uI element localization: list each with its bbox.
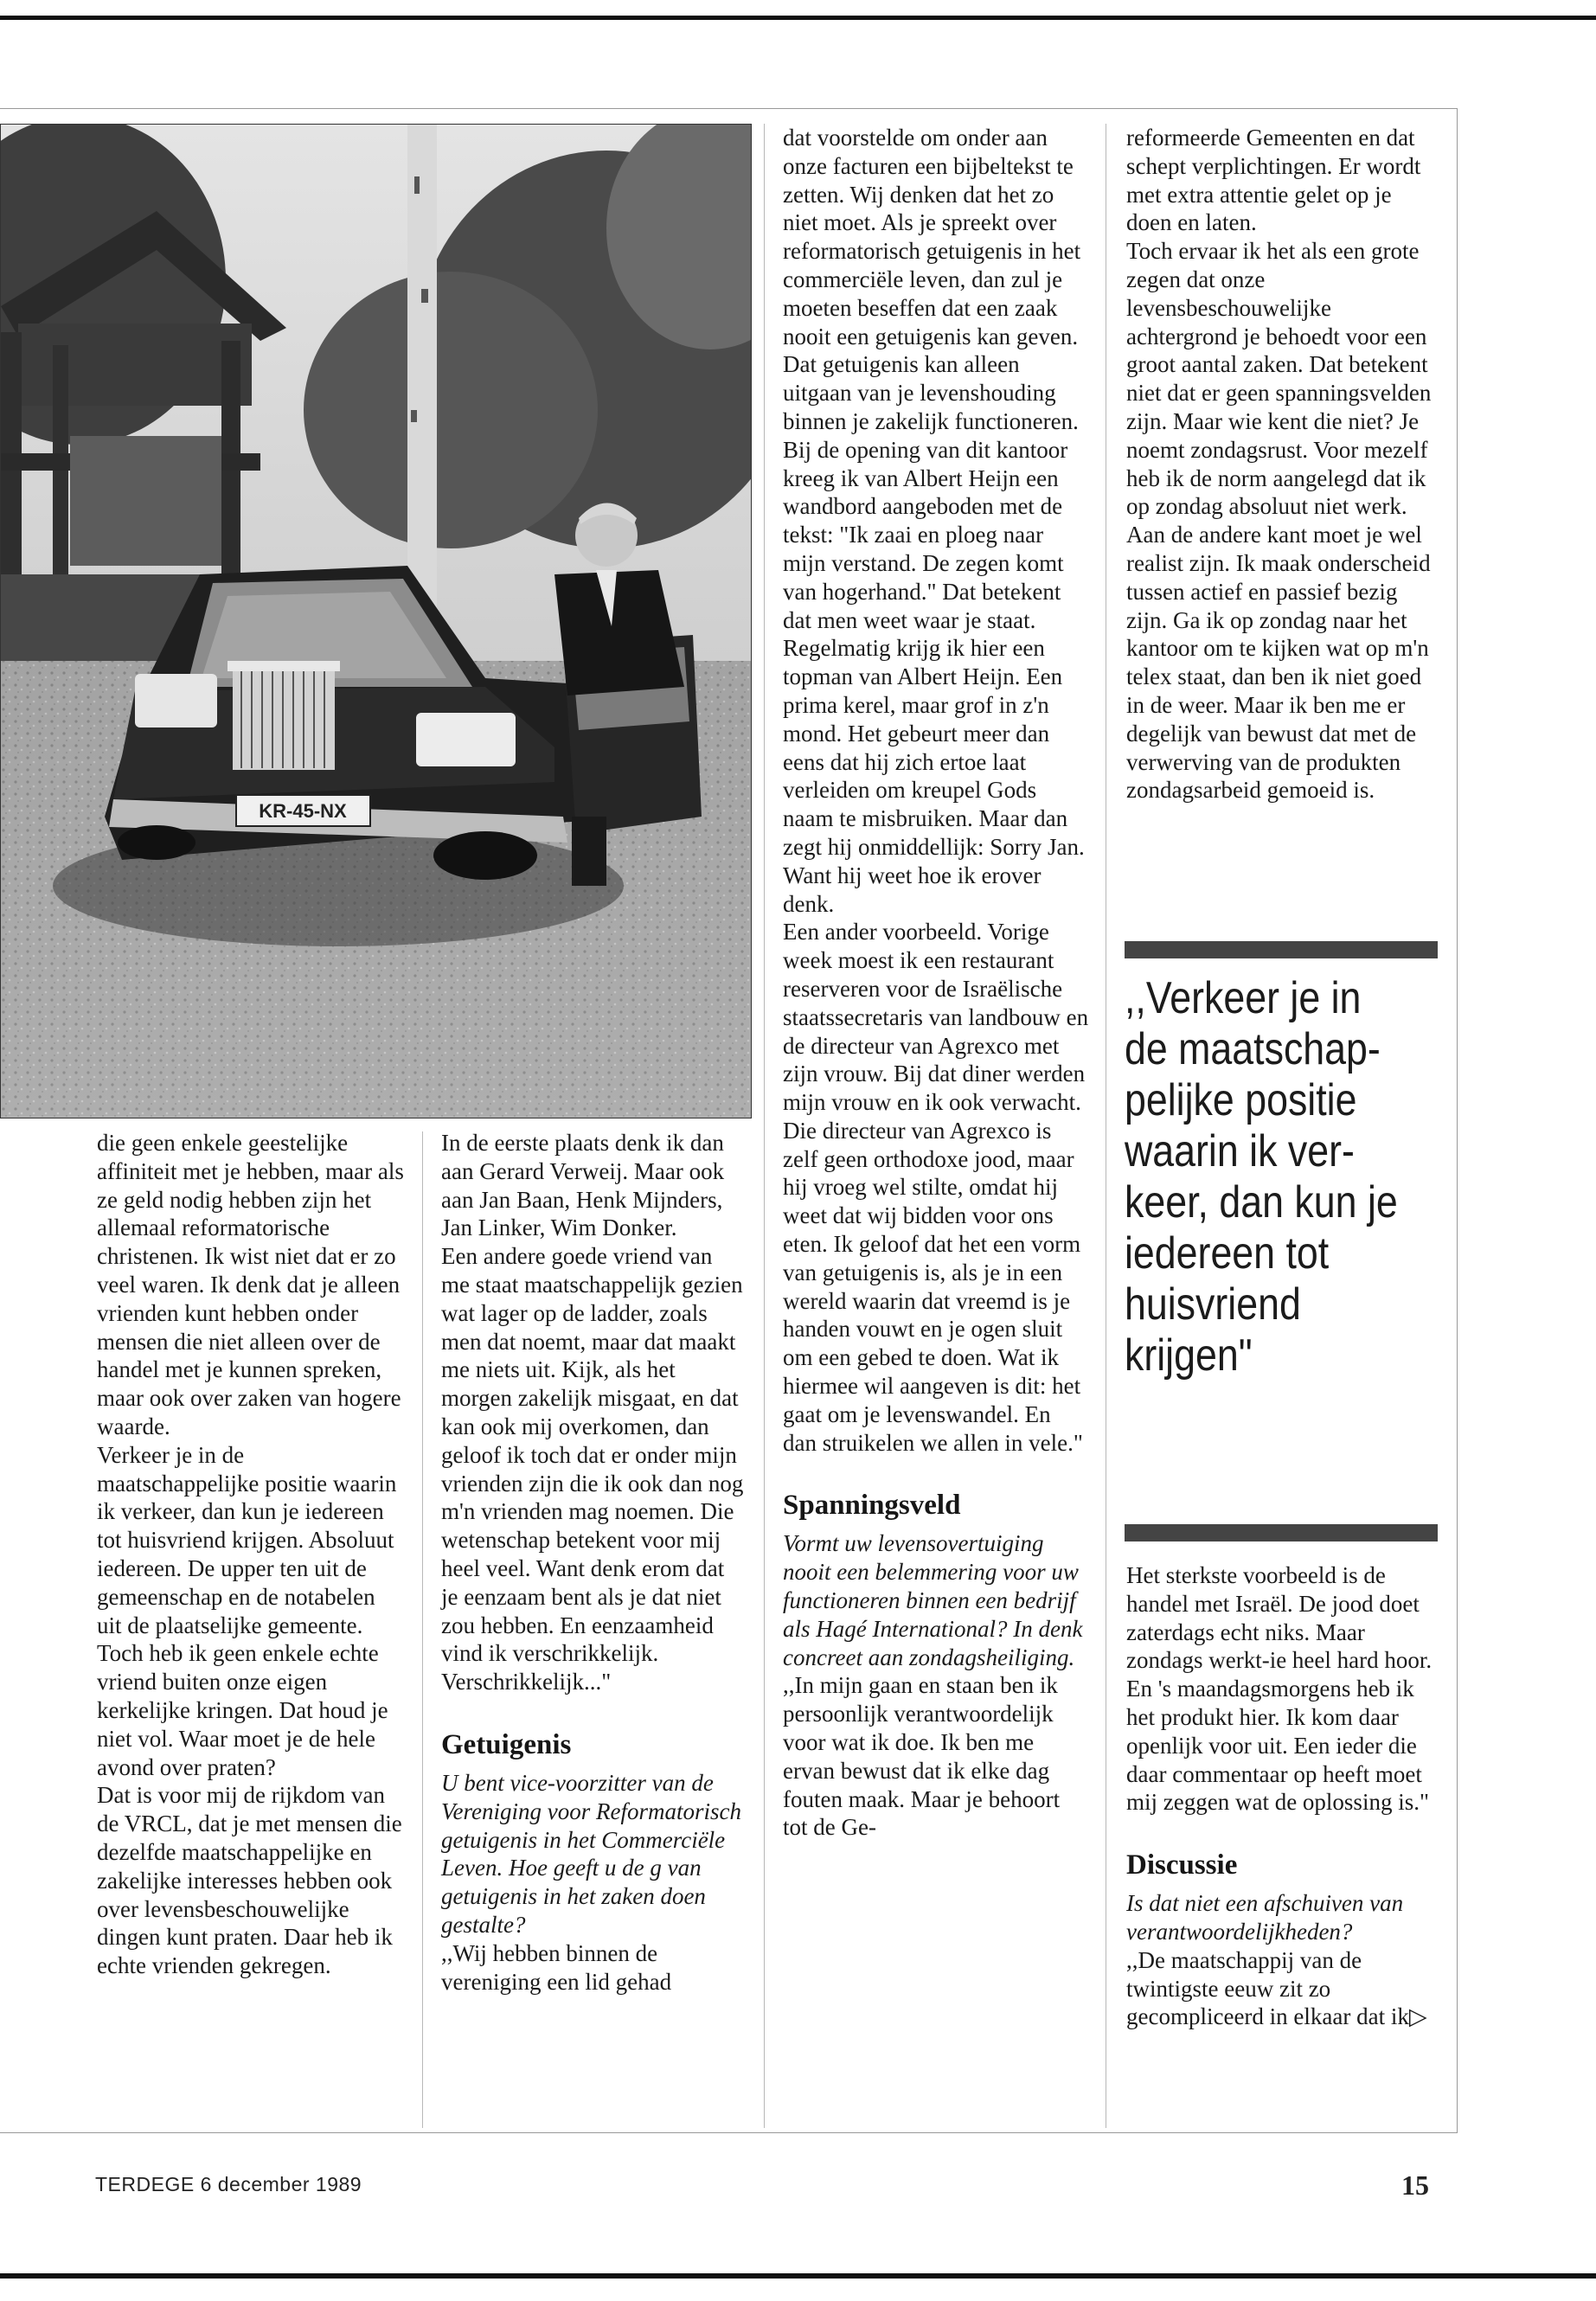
license-plate-text: KR-45-NX xyxy=(259,800,347,822)
pullquote-line: huisvriend xyxy=(1125,1279,1301,1330)
interview-question: Is dat niet een afschuiven van verantwoordelijkheden? xyxy=(1126,1890,1404,1945)
paragraph: Een ander voorbeeld. Vorige week moest ik een restaurant reserveren voor de Israëlische staatssecretaris van landbouw en de directeur van Agrexco met zijn vrouw. Bij dat diner werden mijn vrouw en ik ook verwacht. Die directeur van Agrexco is zelf geen orthodoxe jood, maar hij vroeg wel stilte, omdat hij weet dat wij bidden voor ons eten. Ik geloof dat het een vorm van getuigenis is, als je in een wereld waarin dat vreemd is je handen vouwt en je ogen sluit om een gebed te doen. Wat ik hiermee wil aangeven is dit: het gaat om je levenswandel. En dan struikelen we allen in vele." xyxy=(783,919,1089,1456)
paragraph: Dat is voor mij de rijkdom van de VRCL, dat je met mensen die dezelfde maatschappelijke en zakelijke interesses hebben ook over levensbeschouwelijke dingen kunt praten. Daar heb ik echte vrienden gekregen. xyxy=(97,1782,402,1979)
pullquote-line: iedereen tot xyxy=(1125,1228,1330,1279)
paragraph xyxy=(1126,1946,1438,2031)
paragraph: Toch ervaar ik het als een grote zegen dat onze levensbeschouwelijke achtergrond je behoedt voor een groot aantal zaken. Dat betekent niet dat er geen spanningsvelden zijn. Maar wie kent die niet? Je noemt zondagsrust. Voor mezelf heb ik de norm aangelegd dat ik op zondag absoluut niet werk. Aan de andere kant moet je wel realist zijn. Ik maak onderscheid tussen actief en passief bezig zijn. Ga ik op zondag naar het kantoor om te kijken wat op m'n telex staat, dan ben ik niet goed in de weer. Maar ik ben me er degelijk van bewust dat met de verwerving van de produkten zondagsarbeid gemoeid is. xyxy=(1126,238,1432,804)
pullquote-bottom-bar xyxy=(1125,1524,1438,1541)
top-rule xyxy=(0,108,1458,109)
column-3 xyxy=(783,124,1090,1842)
paragraph: In de eerste plaats denk ik dan aan Gerard Verweij. Maar ook aan Jan Baan, Henk Mijnders, Jan Linker, Wim Donker. xyxy=(441,1130,725,1241)
magazine-issue: TERDEGE 6 december 1989 xyxy=(95,2173,362,2195)
column-1 xyxy=(97,1129,404,1980)
paragraph: ,,Wij hebben binnen de vereniging een lid gehad xyxy=(441,1939,672,1995)
car-photo-illustration xyxy=(1,125,752,1118)
pullquote-line: keer, dan kun je xyxy=(1125,1177,1398,1227)
paragraph: die geen enkele geestelijke affiniteit met je hebben, maar als ze geld nodig hebben zijn het allemaal reformatorische christenen. Ik wist niet dat er zo veel waren. Ik denk dat je alleen vrienden kunt hebben onder mensen die niet alleen over de handel met je kunnen spreken, maar ook over zaken van hogere waarde. xyxy=(97,1130,404,1439)
column-2 xyxy=(441,1129,746,1996)
paragraph: Een andere goede vriend van me staat maatschappelijk gezien wat lager op de ladder, zoals men dat noemt, maar dat maakt me niets uit. Kijk, als het morgen zakelijk misgaat, en dat kan ook mij overkomen, dan geloof ik toch dat er onder mijn vrienden zijn die ik ook dan nog m'n vrienden mag noemen. Die wetenschap betekent voor mij heel veel. Want denk erom dat je eenzaam bent als je dat niet zou hebben. En eenzaamheid vind ik verschrikkelijk. Verschrikkelijk..." xyxy=(441,1243,744,1695)
pullquote-line: waarin ik ver- xyxy=(1125,1126,1355,1176)
column-separator xyxy=(422,1131,423,2128)
page-frame-top xyxy=(0,16,1596,20)
column-separator xyxy=(764,124,765,2128)
column-4-top xyxy=(1126,124,1438,804)
section-heading-spanningsveld: Spanningsveld xyxy=(783,1490,961,1522)
pullquote-line: krijgen" xyxy=(1125,1330,1253,1381)
section-heading-discussie: Discussie xyxy=(1126,1849,1238,1881)
column-4-bottom xyxy=(1126,1561,1438,2031)
pullquote-top-bar xyxy=(1125,941,1438,958)
pullquote-line: ,,Verkeer je in xyxy=(1125,973,1362,1023)
right-rule xyxy=(1457,108,1458,2132)
bottom-rule xyxy=(0,2132,1458,2133)
paragraph-text: ,,De maatschappij van de twintigste eeuw zit zo gecompliceerd in elkaar dat ik xyxy=(1126,1946,1409,2030)
paragraph: reformeerde Gemeenten en dat schept verplichtingen. Er wordt met extra attentie gelet op je doen en laten. xyxy=(1126,125,1421,236)
continue-arrow-icon: ▷ xyxy=(1408,2003,1427,2030)
paragraph: Het sterkste voorbeeld is de handel met Israël. De jood doet zaterdags echt niks. Maar zondags werkt-ie heel hard hoor. En 's maandagsmorgens heb ik het produkt hier. Ik kom daar openlijk voor uit. Een ieder die daar commentaar op heeft moet mij zeggen wat de oplossing is." xyxy=(1126,1562,1433,1816)
page-number: 15 xyxy=(1401,2170,1429,2201)
pullquote-line: pelijke positie xyxy=(1125,1075,1357,1125)
article-photo xyxy=(0,124,752,1118)
paragraph: dat voorstelde om onder aan onze facturen een bijbeltekst te zetten. Wij denken dat het zo niet moet. Als je spreekt over reformatorisch getuigenis in het commerciële leven, dan zul je moeten beseffen dat een zaak nooit een getuigenis kan geven. Dat getuigenis kan alleen uitgaan van je levenshouding binnen je zakelijk functioneren. xyxy=(783,125,1081,434)
paragraph: ,,In mijn gaan en staan ben ik persoonlijk verantwoordelijk voor wat ik doe. Ik ben me ervan bewust dat ik elke dag fouten maak. Maar je behoort tot de Ge- xyxy=(783,1672,1061,1841)
paragraph: Verkeer je in de maatschappelijke positie waarin ik verkeer, dan kun je iedereen tot huisvriend krijgen. Absoluut iedereen. De upper ten uit de gemeenschap en de notabelen uit de plaatselijke gemeente. Toch heb ik geen enkele echte vriend buiten onze eigen kerkelijke kringen. Dat houd je niet vol. Waar moet je de hele avond over praten? xyxy=(97,1441,397,1780)
interview-question: U bent vice-voorzitter van de Vereniging voor Reformatorisch getuigenis in het Commerciële Leven. Hoe geeft u de g van getuigenis in het zaken doen gestalte? xyxy=(441,1769,741,1938)
pullquote-line: de maatschap- xyxy=(1125,1024,1381,1074)
interview-question: Vormt uw levensovertuiging nooit een belemmering voor uw functioneren binnen een bedrijf als Hagé International? In denk concreet aan zondagsheiliging. xyxy=(783,1530,1083,1670)
page-frame-bottom xyxy=(0,2273,1596,2279)
section-heading-getuigenis: Getuigenis xyxy=(441,1728,572,1760)
pullquote xyxy=(1125,973,1398,1381)
paragraph: Bij de opening van dit kantoor kreeg ik van Albert Heijn een wandbord aangeboden met de tekst: "Ik zaai en ploeg naar mijn verstand. De zegen komt van hogerhand." Dat betekent dat men weet waar je staat. Regelmatig krijg ik hier een topman van Albert Heijn. Een prima kerel, maar grof in z'n mond. Het gebeurt meer dan eens dat hij zich ertoe laat verleiden om kreupel Gods naam te misbruiken. Maar dan zegt hij onmiddellijk: Sorry Jan. Want hij weet hoe ik erover denk. xyxy=(783,436,1085,917)
